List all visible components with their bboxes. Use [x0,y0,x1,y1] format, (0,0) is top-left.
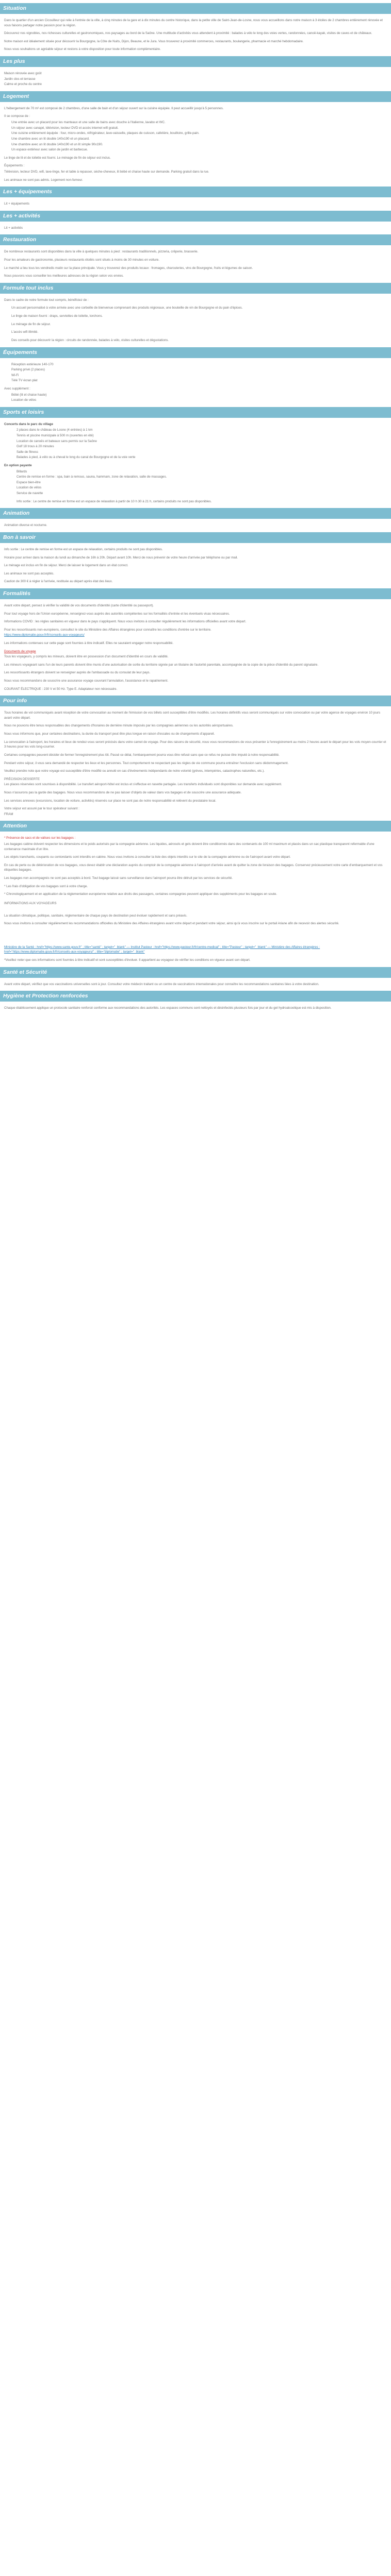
list-item: Un séjour avec canapé, télévision, lecteur DVD et accès internet wifi gratuit. [11,126,119,130]
equipements-list [4,362,387,383]
paragraph: Les places réservées sont soumises à disponibilité. Le transfert aéroport-hôtel est inclus et s'effectue en navette partagée. Les transferts individuels sont disponibles sur demande avec supplément. [4,783,282,787]
sports-list-2 [4,469,387,496]
paragraph: * Les frais d'obligation de vos bagages sont à votre charge. [4,884,88,888]
logement-body [0,106,391,182]
list-item: Le linge de maison fourni : draps, serviettes de toilette, torchons. [11,314,103,318]
paragraph: Les services annexes (excursions, location de voiture, activités) réservés sur place ne sont pas de notre responsabilité et relèvent du prestataire local. [4,799,216,803]
paragraph: Nous vous invitons à consulter régulièrement les recommandations officielles du Ministère des Affaires étrangères avant votre départ et pendant votre séjour, ainsi qu'à vous inscrire sur le portail Ariane afin de recevoir des alertes sécurité. [4,922,339,926]
paragraph: COURANT ÉLECTRIQUE : 230 V et 50 Hz. Type E. Adaptateur non nécessaire. [4,687,118,691]
list-item: Wi-Fi [11,373,19,377]
paragraph: Pour les amateurs de gastronomie, plusieurs restaurants étoilés sont situés à moins de 30 minutes en voiture. [4,258,159,262]
section-header-bon-savoir: Bon à savoir [0,532,391,543]
paragraph: Nous vous recommandons de souscrire une assurance voyage couvrant l'annulation, l'assistance et le rapatriement. [4,679,169,683]
paragraph: * Présence de sacs et de valises sur les bagages : [4,836,76,840]
paragraph: De nombreux restaurants sont disponibles dans la ville à quelques minutes à pied : restaurants traditionnels, pizzeria, crêperie, brasserie. [4,250,199,254]
paragraph: Avant votre départ, pensez à vérifier la validité de vos documents d'identité (carte d'identité ou passeport). [4,603,154,607]
list-item: Parking privé (2 places) [11,368,45,372]
section-header-attention: Attention [0,821,391,832]
diplomatie-link-anchor[interactable]: https://www.diplomatie.gouv.fr/fr/conseils-aux-voyageurs/ [4,633,85,637]
list-item: Salle de fitness [17,450,38,454]
paragraph: Les ressortissants étrangers doivent se renseigner auprès de l'ambassade ou du consulat de leur pays. [4,671,151,675]
section-header-sante: Santé et Sécurité [0,967,391,978]
list-item: Horaire pour arriver dans la maison du lundi au dimanche de 16h à 20h. Départ avant 10h. Merci de nous prévenir de votre heure d'arrivée par téléphone ou par mail. [4,555,238,560]
list-item: Les animaux ne sont pas acceptés. [4,571,54,575]
paragraph: Les mineurs voyageant sans l'un de leurs parents doivent être munis d'une autorisation de sortie du territoire signée par un titulaire de l'autorité parentale, accompagnée de la copie de la pièce d'identité du parent signataire. [4,663,319,667]
formule-list [4,306,387,343]
sub-heading: Concerts dans le parc du village [4,422,53,426]
list-item: Tennis et piscine municipale à 500 m (ouvertes en été) [17,433,94,437]
section-header-restauration: Restauration [0,234,391,245]
list-title: Avec supplément : [4,386,30,391]
list-item: Bébé (lit et chaise haute) [11,393,47,397]
paragraph: Nous vous souhaitons un agréable séjour et restons à votre disposition pour toute information complémentaire. [4,47,161,52]
section-header-animation: Animation [0,508,391,519]
list-item: Un espace extérieur avec salon de jardin et barbecue. [11,148,88,152]
attention-body [0,836,391,962]
paragraph: Chaque établissement applique un protocole sanitaire renforcé conforme aux recommandations des autorités. Les espaces communs sont nettoyés et désinfectés plusieurs fois par jour et du gel hydroalcoolique est mis à disposition. [4,1006,332,1010]
list-item: Location de vélos [11,398,37,402]
paragraph: Les objets tranchants, coupants ou contondants sont interdits en cabine. Nous vous invitons à consulter la liste des objets interdits sur le site de la compagnie aérienne ou de l'aéroport avant votre départ. [4,855,291,859]
list-item: Maison rénovée avec goût [4,72,42,76]
list-item: Réception extérieure 140-170 [11,362,54,366]
animation-body [0,523,391,528]
paragraph: Nous ne pouvons être tenus responsables des changements d'horaires de dernière minute imposés par les compagnies aériennes ou les autorités aéroportuaires. [4,724,234,728]
paragraph: Pendant votre séjour, il vous sera demandé de respecter les lieux et les personnes. Tout comportement ne respectant pas les règles de vie commune pourra entraîner l'exclusion sans dédommagement. [4,761,289,765]
logement-list [4,120,387,152]
paragraph: Informations COVID : les règles sanitaires en vigueur dans le pays s'appliquent. Nous vous invitons à consulter régulièrement les informations officielles avant votre départ. [4,620,247,624]
list-item: Service de navette [17,492,43,496]
paragraph: Les animaux ne sont pas admis. Logement non-fumeur. [4,178,83,182]
paragraph: Les bagages cabine doivent respecter les dimensions et le poids autorisés par la compagnie aérienne. Les liquides, aérosols et gels doivent être conditionnés dans des contenants de 100 ml maximum et placés dans un sac plastique transparent refermable d'une contenance maximale d'un litre. [4,842,374,851]
paragraph: Le marché a lieu tous les vendredis matin sur la place principale. Vous y trouverez des produits locaux : fromages, charcuteries, vins de Bourgogne, fruits et légumes de saison. [4,266,253,270]
list-item: Location de canoës et bateaux sans permis sur la Saône [17,439,97,443]
list-item: Info sortie : Le centre de remise en forme est un espace de relaxation, certains produits ne sont pas disponibles. [4,547,163,551]
paragraph: Les informations contenues sur cette page sont fournies à titre indicatif. Elles ne sauraient engager notre responsabilité. [4,641,174,645]
list-item: Une chambre avec un lit double 140x190 et un placard. [11,137,90,141]
paragraph: L'hébergement de 70 m² est composé de 2 chambres, d'une salle de bain et d'un séjour ouvert sur la cuisine équipée. Il peut accueillir jusqu'à 5 personnes. [4,106,224,110]
list-item: Centre de remise en forme : spa, bain à remous, sauna, hammam, zone de relaxation, salle de massages. [17,475,167,479]
list-item: Billards [17,469,27,473]
list-item: Caution de 300 € à régler à l'arrivée, restituée au départ après état des lieux. [4,580,113,584]
paragraph: Nous n'assurons pas la garde des bagages. Nous vous recommandons de ne pas laisser d'objets de valeur dans vos bagages et de souscrire une assurance adéquate. [4,790,242,794]
paragraph: Lit + activités [4,226,23,230]
section-header-activites: Les + activités [0,211,391,222]
list-item: Location de vélos [17,486,42,490]
paragraph: Le linge de lit et de toilette est fourni. Le ménage de fin de séjour est inclus. [4,156,111,160]
list-item: Une entrée avec un placard pour les manteaux et une salle de bains avec douche à l'italienne, lavabo et WC. [11,121,166,125]
paragraph: Notre maison est idéalement située pour découvrir la Bourgogne, la Côte de Nuits, Dijon, Beaune, et le Jura. Vous trouverez à proximité commerces, restaurants, boulangerie, pharmacie et marché hebdomadaire. [4,39,304,43]
hygiene-body [0,1006,391,1011]
diplomatie-link[interactable] [4,633,387,638]
sub-heading: PRÉCISION DESSERTE [4,777,40,781]
paragraph: Découvrez nos vignobles, nos richesses culturelles et gastronomiques, nos paysages au bord de la Saône. Une multitude d'activités vous attendent à proximité : balades à vélo le long des voies vertes, randonnées, canoë-kayak, visites de caves et de châteaux. [4,31,372,36]
paragraph: Animation diverse et nocturne. [4,523,47,528]
section-header-les-plus: Les plus [0,56,391,67]
pour-info-body [0,710,391,817]
list-item: Espace bien-être [17,480,41,484]
paragraph: Avant votre départ, vérifiez que vos vaccinations universelles sont à jour. Consultez votre médecin traitant ou un centre de vaccinations internationales pour connaître les recommandations sanitaires liées à votre destination. [4,982,319,986]
section-header-logement: Logement [0,91,391,102]
list-item: L'accès wifi illimité. [11,330,39,334]
page [0,0,391,1018]
paragraph: La situation climatique, politique, sanitaire, réglementaire de chaque pays de destination peut évoluer rapidement et sans préavis. [4,913,187,918]
restauration-body [0,249,391,278]
sub-heading: En option payante [4,464,32,468]
bon-savoir-body [0,547,391,584]
list-item: Télé TV écran plat [11,379,38,383]
list-item: Calme et proche du centre [4,82,42,87]
list-item: Une chambre avec un lit double 140x190 et un lit simple 90x190. [11,142,103,146]
list-item: Le ménage est inclus en fin de séjour. Merci de laisser le logement dans un état correct. [4,564,128,568]
spacer [4,929,387,945]
list-item: Jardin clos et terrasse [4,77,36,81]
paragraph: Votre séjour est assuré par le tour opérateur suivant : [4,807,79,811]
section-header-equipements-2: Équipements [0,347,391,358]
formule-body [0,298,391,343]
list-item: Une cuisine entièrement équipée : four, micro-ondes, réfrigérateur, lave-vaisselle, plaques de cuisson, cafetière, bouilloire, grille-pain. [11,131,200,135]
paragraph: FRAM [4,812,13,816]
section-header-situation: Situation [0,3,391,14]
list-item: Balades à pied, à vélo ou à cheval le long du canal de Bourgogne et de la voie verte [17,455,136,460]
situation-body [0,18,391,52]
paragraph: Certaines compagnies peuvent décider de fermer l'enregistrement plus tôt. Passé ce délai, l'embarquement pourra vous être refusé sans que ce refus ne puisse être imputé à notre responsabilité. [4,753,280,757]
equipements-extra-list [4,393,387,403]
section-header-equipements: Les + équipements [0,187,391,197]
paragraph: Télévision, lecteur DVD, wifi, lave-linge, fer et table à repasser, sèche-cheveux, lit bébé et chaise haute sur demande. Parking gratuit dans la rue. [4,170,209,174]
list-item: Golf 18 trous à 20 minutes [17,445,54,449]
paragraph: Veuillez prendre note que votre voyage est susceptible d'être modifié ou annulé en cas d'événements indépendants de notre volonté (grèves, intempéries, catastrophes naturelles, etc.). [4,769,265,773]
paragraph: Dans le cadre de notre formule tout compris, bénéficiez de : [4,298,89,302]
caps-heading: INFORMATIONS AUX VOYAGEURS [4,901,57,905]
paragraph: En cas de perte ou de détérioration de vos bagages, vous devez établir une déclaration auprès du comptoir de la compagnie aérienne à l'aéroport d'arrivée avant de quitter la zone de livraison des bagages. Conservez précieusement votre carte d'embarquement et vos étiquettes bagages. [4,863,383,872]
paragraph: Tous les voyageurs, y compris les mineurs, doivent être en possession d'un document d'identité en cours de validité. [4,655,169,659]
paragraph: Pour tout voyage hors de l'Union européenne, renseignez-vous auprès des autorités compétentes sur les formalités d'entrée et les éventuels visas nécessaires. [4,612,230,616]
list-item: Des conseils pour découvrir la région : circuits de randonnée, balades à vélo, visites culturelles et dégustations. [11,338,169,342]
paragraph: * Chronologiquement et en application de la réglementation européenne relative aux droits des passagers, certaines compagnies peuvent appliquer des suppléments pour les bagages en soute. [4,892,278,896]
paragraph: Nous pouvons vous conseiller les meilleures adresses de la région selon vos envies. [4,274,124,278]
link-paragraph[interactable] [4,945,387,955]
section-header-hygiene: Hygiène et Protection renforcées [0,991,391,1002]
les-plus-body [0,71,391,87]
equipements-body [0,201,391,207]
list-title: Équipements : [4,164,25,168]
paragraph: Les bagages non accompagnés ne sont pas acceptés à bord. Tout bagage laissé sans surveillance dans l'aéroport pourra être détruit par les services de sécurité. [4,876,233,880]
paragraph: Lit + équipements [4,202,30,206]
section-header-pour-info: Pour info [0,696,391,706]
list-item: 2 places dans le château de Losne (4 entrées) à 1 km [17,428,93,432]
paragraph: *Veuillez noter que ces informations sont fournies à titre indicatif et sont susceptibles d'évoluer. Il appartient au voyageur de vérifier les conditions en vigueur avant son départ. [4,958,251,962]
section-header-formule: Formule tout inclus [0,283,391,294]
equipements-2-body [0,362,391,403]
paragraph: Nous vous informons que, pour certaines destinations, la durée du transport peut être plus longue en raison d'escales ou de changements d'appareil. [4,732,215,736]
section-header-formalites: Formalités [0,588,391,599]
sports-body [0,422,391,504]
paragraph: La convocation à l'aéroport, les horaires et lieux de rendez-vous seront précisés dans votre carnet de voyage. Pour des raisons de sécurité, nous vous recommandons de vous présenter à l'enregistrement au moins 2 heures avant le départ pour les vols moyen-courrier et 3 heures pour les vols long-courrier. [4,740,386,749]
paragraph: Pour les ressortissants non-européens, consultez le site du Ministère des Affaires étrangères pour connaître les conditions d'entrée sur le territoire. [4,628,211,632]
sports-list-1 [4,428,387,460]
formalites-body [0,603,391,691]
list-item: Un accueil personnalisé à votre arrivée avec une corbeille de bienvenue comprenant des produits régionaux, une bouteille de vin de Bourgogne et du pain d'épices. [11,306,243,310]
sante-body [0,982,391,987]
sub-heading: Documents de voyage [4,649,36,653]
health-links[interactable]: Ministère de la Santé : href="https://www.sante.gouv.fr" ; title="santé" ; target="_blank" — Institut Pasteur : href="https://www.pasteur.fr/fr/centre-medical" ; title="Pasteur" ; target="_blank" — Ministère des Affaires étrangères : href="https://www.diplomatie.gouv.fr/fr/conseils-aux-voyageurs/" ; title="diplomatie" ; target="_blank" [4,945,320,954]
section-header-sports: Sports et loisirs [0,407,391,418]
list-item: Le ménage de fin de séjour. [11,322,51,326]
info-note: Info sortie : Le centre de remise en forme est un espace de relaxation à partir de 10 h 30 à 21 h, certains produits ne sont pas disponibles. [17,499,212,503]
paragraph: Tous horaires de vol communiqués avant réception de votre convocation au moment de l'émission de vos billets sont susceptibles d'être modifiés. Les horaires définitifs vous seront communiqués sur votre convocation ou par votre agence de voyages environ 10 jours avant votre départ. [4,711,381,720]
paragraph: Dans le quartier d'un ancien Cicouilleur qui relie à l'entrée de la ville, à cinq minutes de la gare et à dix minutes du centre historique, dans la petite ville de Saint-Jean-de-Losne, nous vous accueillons dans notre maison à 3 étoiles de 2 chambres entièrement rénovée et vous faisons partager notre passion pour la région. [4,19,383,27]
list-title: Il se compose de : [4,114,30,118]
activites-body [0,226,391,231]
